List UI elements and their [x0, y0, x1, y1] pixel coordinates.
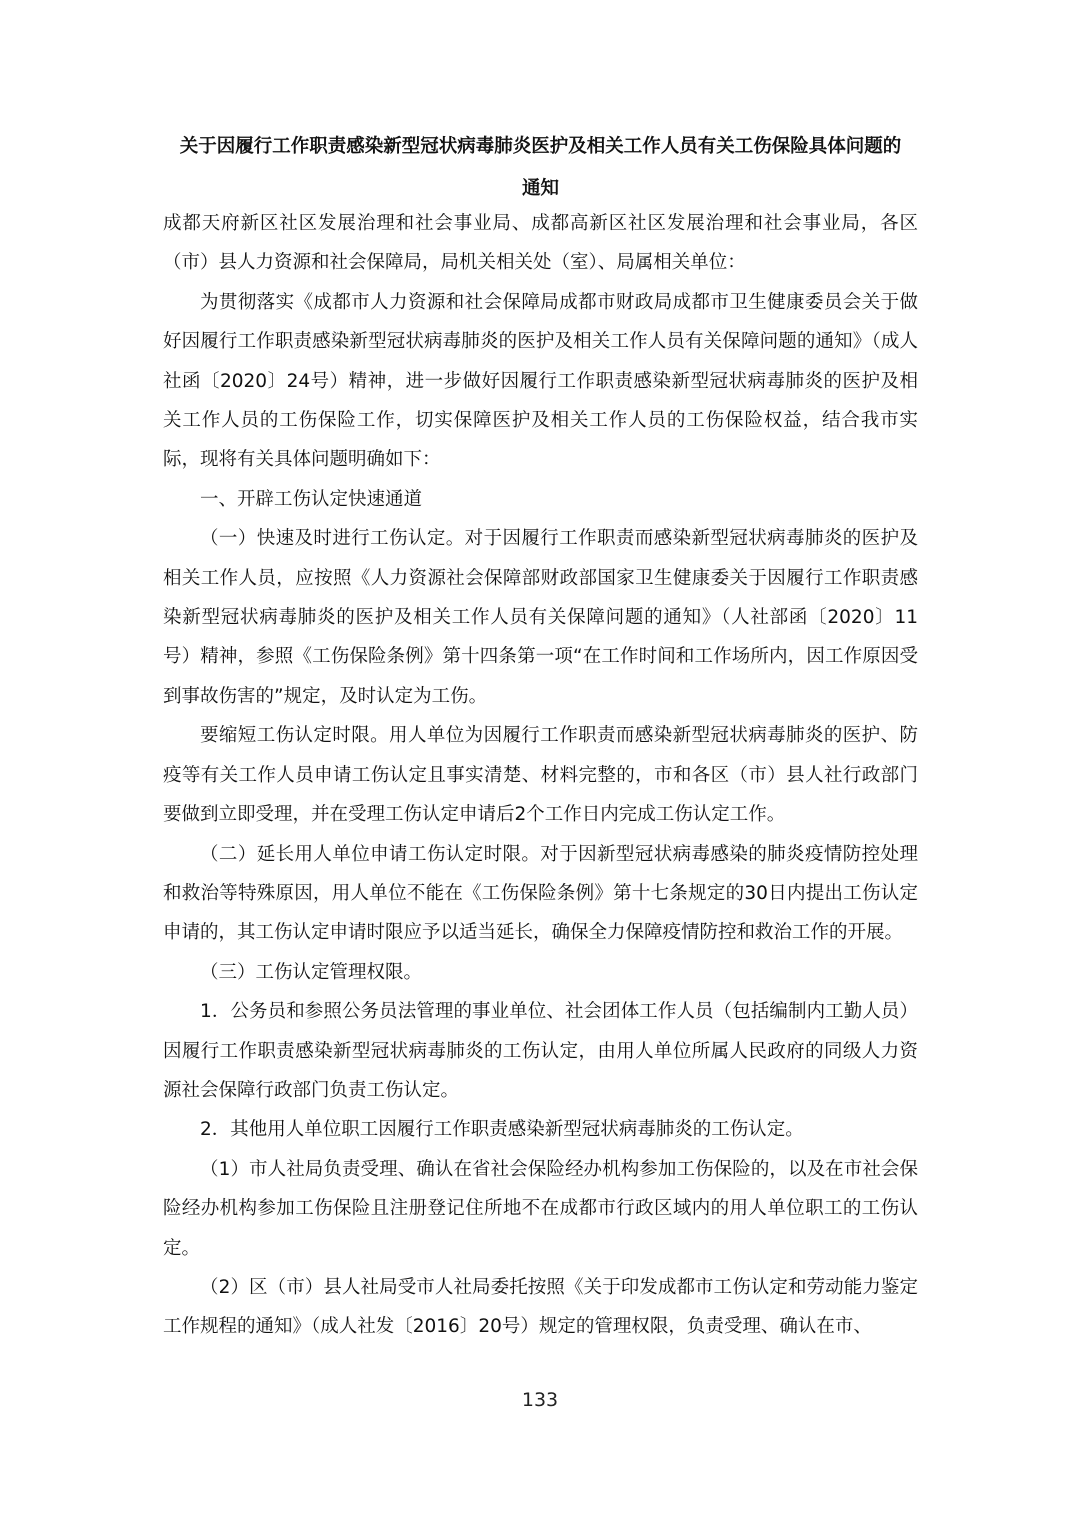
- addressee: 成都天府新区社区发展治理和社会事业局、成都高新区社区发展治理和社会事业局，各区（市）县人力资源和社会保障局，局机关相关处（室）、局属相关单位：: [163, 213, 918, 274]
- title-line-2: 通知: [521, 178, 559, 199]
- paragraph: （一）快速及时进行工伤认定。对于因履行工作职责而感染新型冠状病毒肺炎的医护及相关工作人员，应按照《人力资源社会保障部财政部国家卫生健康委关于因履行工作职责感染新型冠状病毒肺炎的医护及相关工作人员有关保障问题的通知》（人社部函〔2020〕11号）精神，参照《工伤保险条例》第十四条第一项“在工作时间和工作场所内，因工作原因受到事故伤害的”规定，及时认定为工伤。: [163, 528, 918, 707]
- paragraph: 1．公务员和参照公务员法管理的事业单位、社会团体工作人员（包括编制内工勤人员）因履行工作职责感染新型冠状病毒肺炎的工伤认定，由用人单位所属人民政府的同级人力资源社会保障行政部门负责工伤认定。: [163, 1001, 918, 1101]
- document-title: [163, 126, 918, 210]
- paragraph: （2）区（市）县人社局受市人社局委托按照《关于印发成都市工伤认定和劳动能力鉴定工作规程的通知》（成人社发〔2016〕20号）规定的管理权限，负责受理、确认在市、: [163, 1276, 918, 1338]
- document-body: [163, 126, 918, 1347]
- paragraph: 要缩短工伤认定时限。用人单位为因履行工作职责而感染新型冠状病毒肺炎的医护、防疫等有关工作人员申请工伤认定且事实清楚、材料完整的，市和各区（市）县人社行政部门要做到立即受理，并在受理工伤认定申请后2个工作日内完成工伤认定工作。: [163, 725, 918, 826]
- paragraph: （二）延长用人单位申请工伤认定时限。对于因新型冠状病毒感染的肺炎疫情防控处理和救治等特殊原因，用人单位不能在《工伤保险条例》第十七条规定的30日内提出工伤认定申请的，其工伤认定申请时限应予以适当延长，确保全力保障疫情防控和救治工作的开展。: [163, 843, 918, 944]
- title-line-1: 关于因履行工作职责感染新型冠状病毒肺炎医护及相关工作人员有关工伤保险具体问题的: [179, 136, 902, 157]
- page-number: 133: [521, 1389, 559, 1411]
- paragraph: 为贯彻落实《成都市人力资源和社会保障局成都市财政局成都市卫生健康委员会关于做好因履行工作职责感染新型冠状病毒肺炎的医护及相关工作人员有关保障问题的通知》（成人社函〔2020〕24号）精神，进一步做好因履行工作职责感染新型冠状病毒肺炎的医护及相关工作人员的工伤保险工作，切实保障医护及相关工作人员的工伤保险权益，结合我市实际，现将有关具体问题明确如下：: [163, 291, 918, 471]
- paragraph: 2．其他用人单位职工因履行工作职责感染新型冠状病毒肺炎的工伤认定。: [200, 1119, 804, 1141]
- subsection-heading: （三）工伤认定管理权限。: [200, 961, 423, 983]
- paragraph: （1）市人社局负责受理、确认在省社会保险经办机构参加工伤保险的，以及在市社会保险经办机构参加工伤保险且注册登记住所地不在成都市行政区域内的用人单位职工的工伤认定。: [163, 1158, 918, 1259]
- section-heading: 一、开辟工伤认定快速通道: [200, 488, 423, 510]
